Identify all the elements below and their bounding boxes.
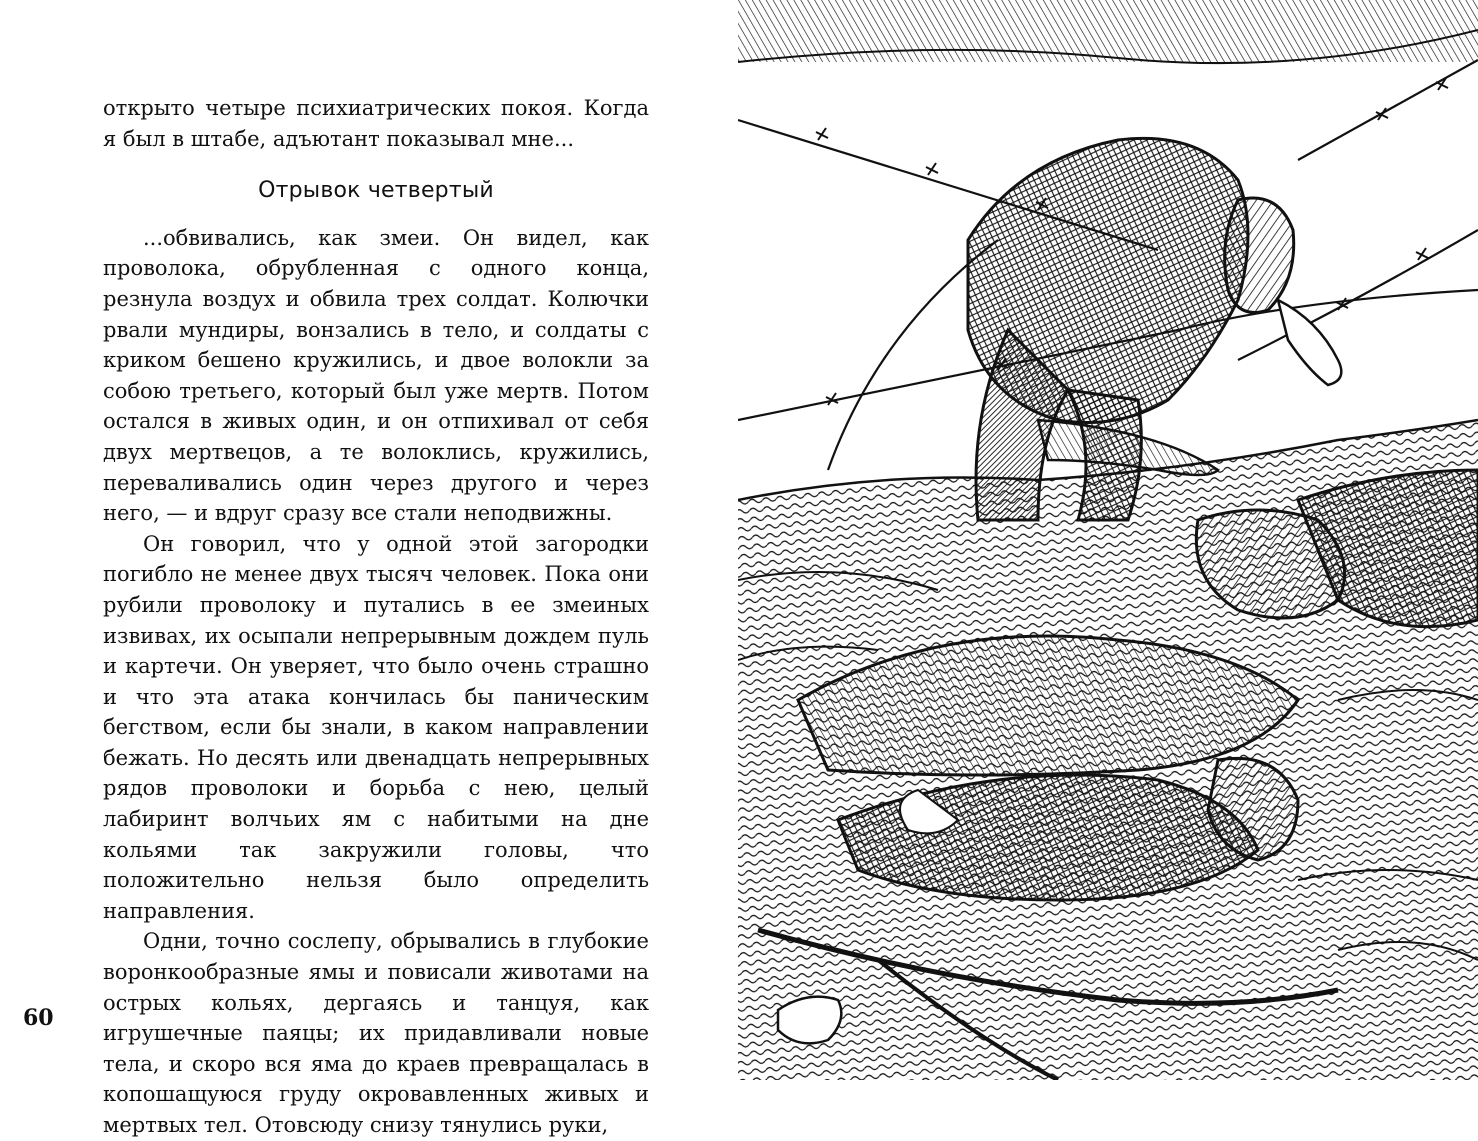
paragraph-3: Одни, точно сослепу, обрывались в глубокие воронкообразные ямы и повисали животами на острых кольях, дергаясь и танцуя, как игрушечные паяцы; их придавливали новые тела, и скоро вся яма до краев превращалась в копошащуюся груду окровавленных живых и мертвых тел. Отовсюду снизу тянулись руки, (103, 929, 649, 1137)
paragraph-2: Он говорил, что у одной этой загородки погибло не менее двух тысяч человек. Пока они рубили проволоку и путались в ее змеиных извивах, их осыпали непрерывным дождем пуль и картечи. Он уверяет, что было очень страшно и что эта атака кончилась бы паническим бегством, если бы знали, в каком направлении бежать. Но десять или двенадцать непрерывных рядов проволоки и борьба с нею, целый лабиринт волчьих ям с набитыми на дне кольями так закружили головы, что положительно нельзя было определить направления. (103, 531, 649, 923)
right-page (738, 0, 1478, 1080)
page-number: 60 (23, 1005, 54, 1031)
section-heading: Отрывок четвертый (258, 178, 494, 204)
paragraph-1: ...обвивались, как змеи. Он видел, как проволока, обрубленная с одного конца, резнула воздух и обвила трех солдат. Колючки рвали мундиры, вонзались в тело, и солдаты с криком бешено кружились, и двое волокли за собою третьего, который был уже мертв. Потом остался в живых один, и он отпихивал от себя двух мертвецов, а те волоклись, кружились, переваливались один через другого и через него, — и вдруг сразу все стали неподвижны. (103, 225, 649, 526)
text-block (103, 93, 649, 1141)
left-page (0, 0, 738, 1137)
ink-drawing-soldiers-barbed-wire-icon (738, 0, 1478, 1080)
continued-paragraph: открыто четыре психиатрических покоя. Когда я был в штабе, адъютант показывал мне... (103, 96, 649, 151)
